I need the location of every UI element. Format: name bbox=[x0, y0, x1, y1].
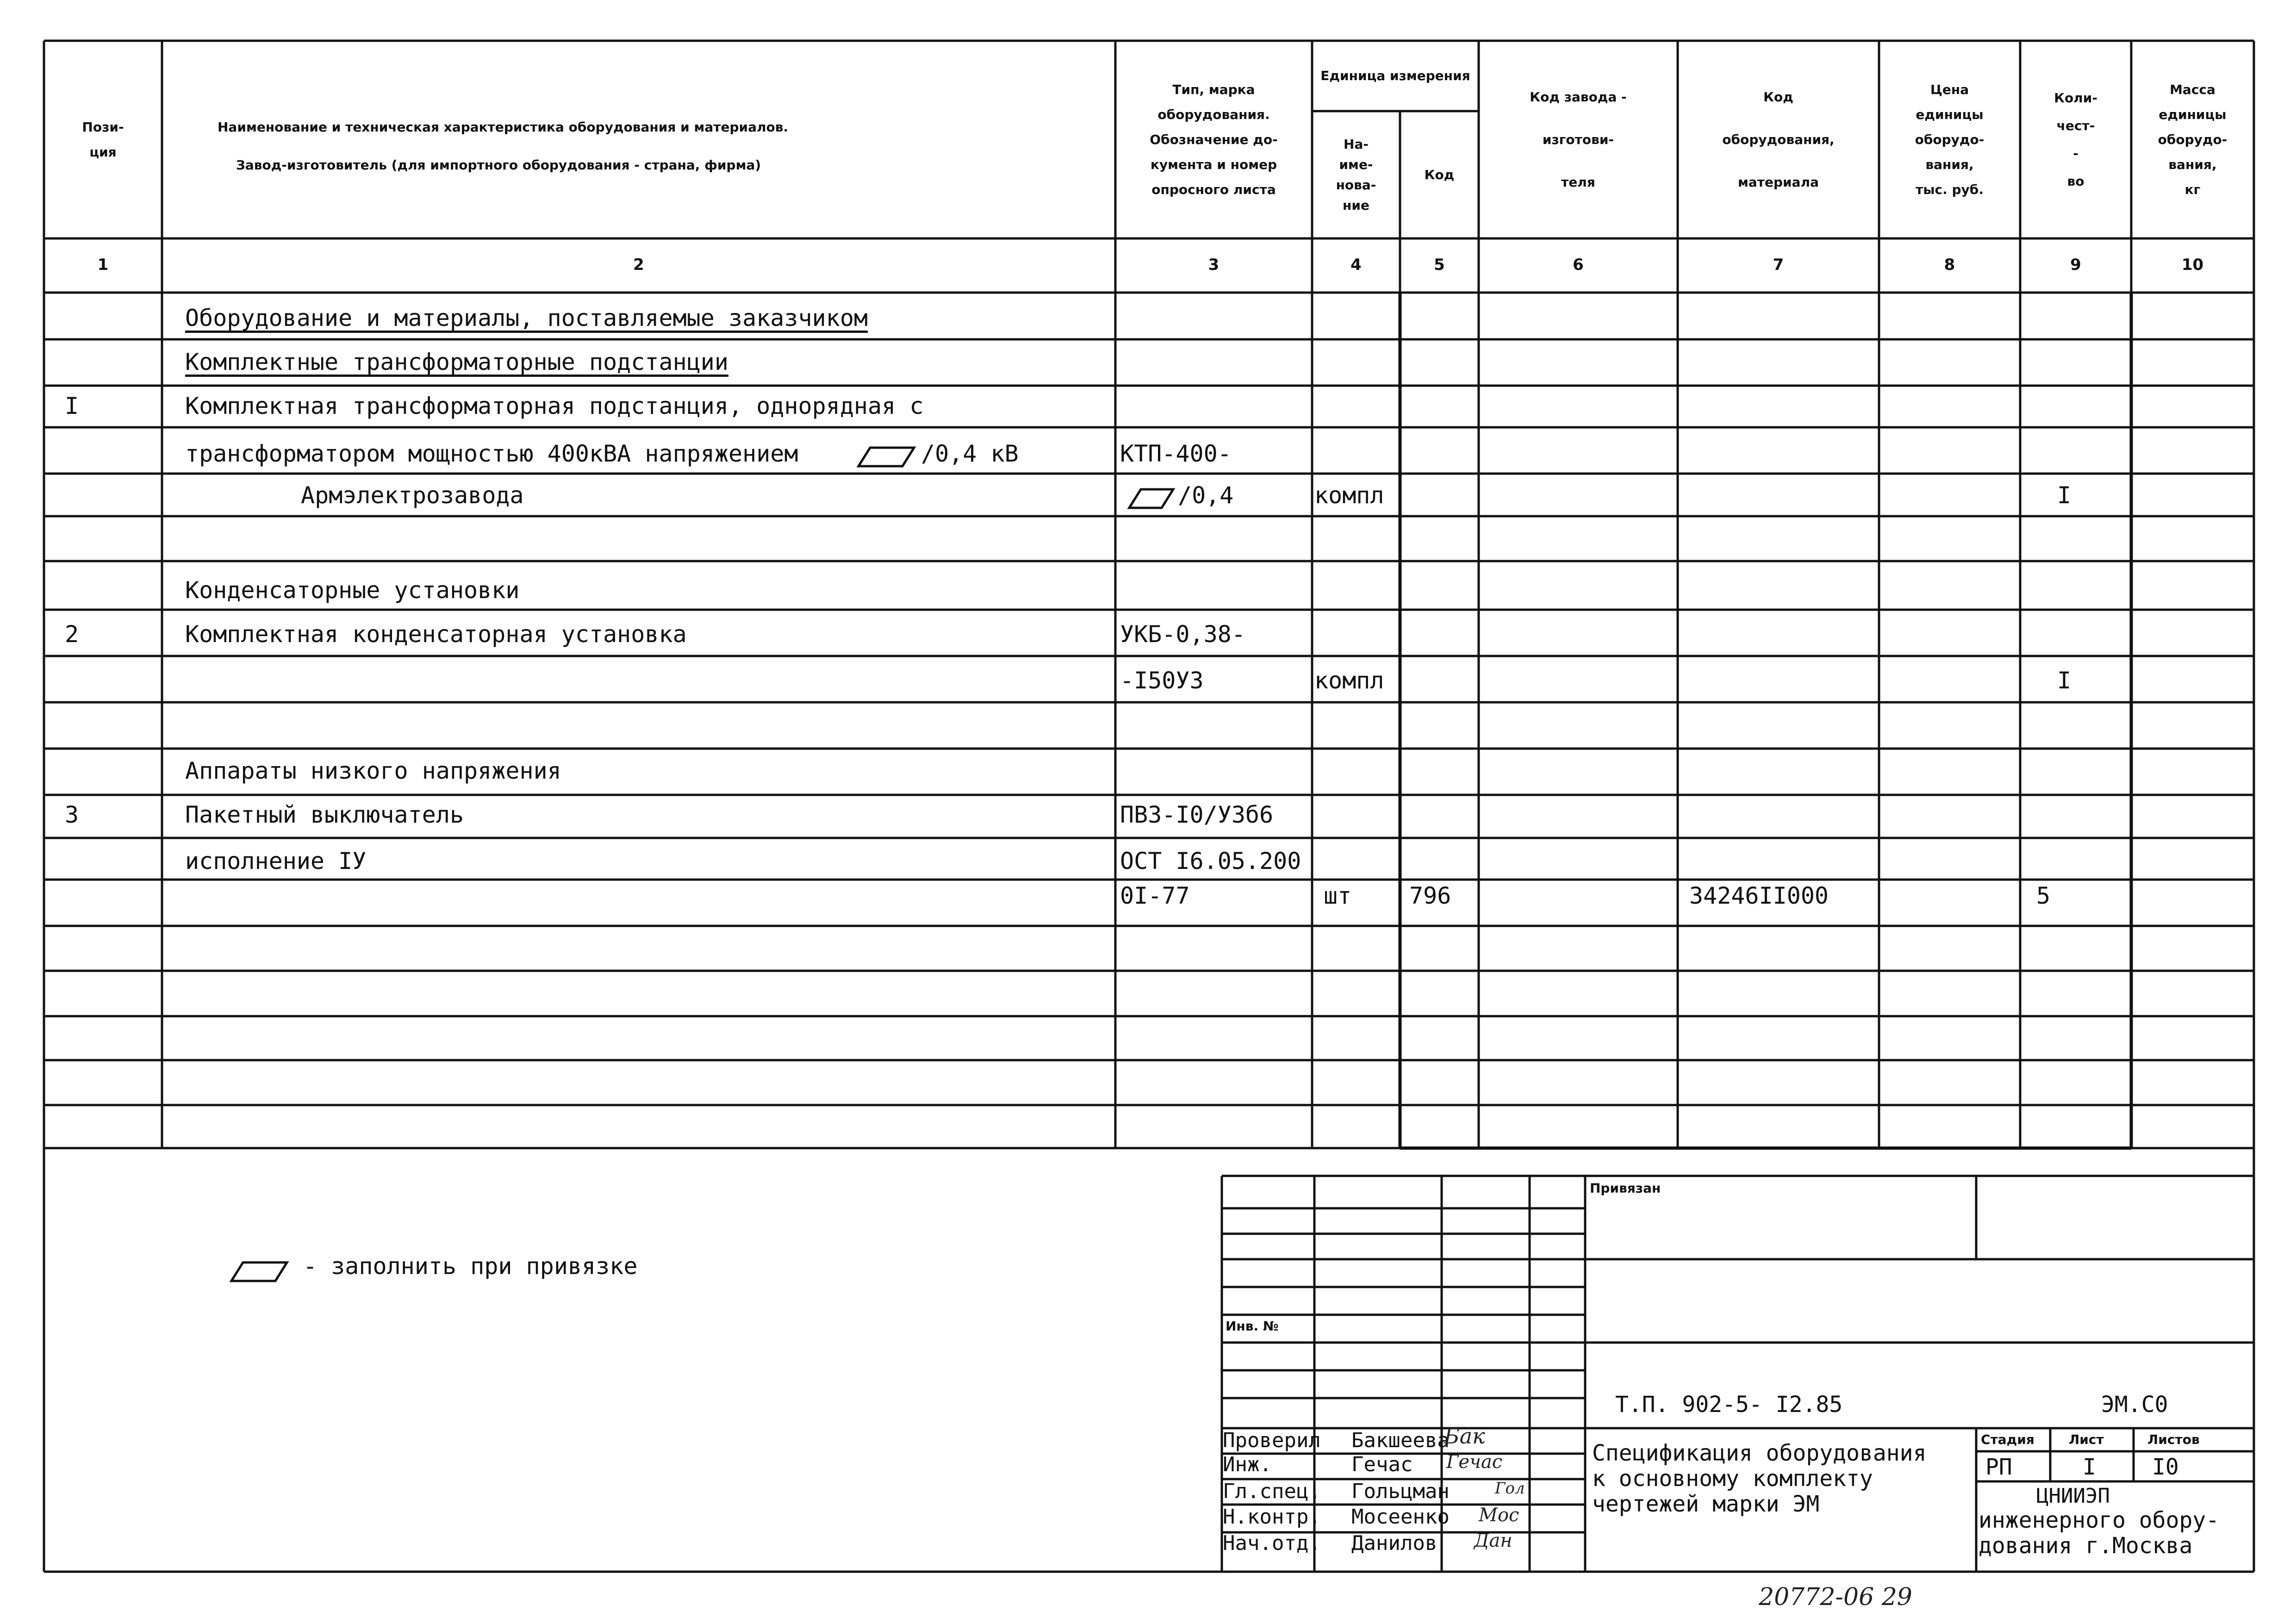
signature: Гечас bbox=[1446, 1451, 1503, 1473]
item-quantity: 5 bbox=[2036, 882, 2051, 909]
header-unit: Единица измерения bbox=[1320, 68, 1470, 83]
item-unit: шт bbox=[1324, 882, 1352, 909]
role-norm-control: Н.контр. bbox=[1223, 1505, 1321, 1529]
signature: Дан bbox=[1474, 1530, 1512, 1551]
item-name: трансформатором мощностью 400кВА напряжением bbox=[185, 440, 798, 467]
colnum-4: 4 bbox=[1350, 256, 1362, 274]
position-2: 2 bbox=[65, 621, 79, 648]
org-2: инженерного обору- bbox=[1979, 1507, 2220, 1533]
section-title-substations: Комплектные трансформаторные подстанции bbox=[185, 349, 728, 375]
name-engineer: Гечас bbox=[1351, 1453, 1413, 1476]
stage-label: Стадия bbox=[1981, 1432, 2035, 1447]
header-mass: Масса единицы оборудо- вания, кг bbox=[2158, 81, 2228, 197]
header-price: Цена единицы оборудо- вания, тыс. руб. bbox=[1915, 81, 1985, 197]
name-chief-specialist: Гольцман bbox=[1351, 1480, 1450, 1503]
header-unit-name: На- име- нова- ние bbox=[1336, 136, 1376, 213]
item-name: исполнение IУ bbox=[185, 848, 367, 874]
item-type: /0,4 bbox=[1178, 482, 1234, 509]
item-type: ПВ3-I0/У3б6 bbox=[1120, 801, 1274, 828]
item-unit: компл bbox=[1314, 482, 1384, 509]
colnum-9: 9 bbox=[2070, 256, 2081, 274]
header-equipment-code: Код оборудования, материала bbox=[1722, 89, 1835, 190]
colnum-6: 6 bbox=[1573, 256, 1584, 274]
header-factory-code: Код завода - изготови- теля bbox=[1530, 89, 1627, 190]
blank-field-icon bbox=[1120, 487, 1176, 510]
blank-field-icon bbox=[847, 445, 916, 468]
stage-value: РП bbox=[1985, 1454, 2012, 1480]
colnum-3: 3 bbox=[1208, 256, 1220, 274]
item-type: ОСТ I6.05.200 bbox=[1120, 848, 1301, 874]
item-type: 0I-77 bbox=[1120, 882, 1190, 909]
position-3: 3 bbox=[65, 801, 79, 828]
item-unit-code: 796 bbox=[1409, 882, 1451, 909]
role-checked: Проверил bbox=[1223, 1429, 1321, 1452]
role-dept-head: Нач.отд. bbox=[1223, 1531, 1321, 1555]
colnum-1: 1 bbox=[97, 256, 109, 274]
inv-label: Инв. № bbox=[1226, 1318, 1279, 1334]
header-type: Тип, марка оборудования. Обозначение до- кумента и номер опросного листа bbox=[1150, 81, 1278, 197]
org-1: ЦНИИЭП bbox=[2036, 1484, 2110, 1508]
section-title-customer: Оборудование и материалы, поставляемые заказчиком bbox=[185, 305, 868, 331]
item-voltage: /0,4 кВ bbox=[921, 440, 1019, 467]
header-name: Наименование и техническая характеристика оборудования и материалов. Завод-изготовитель (для импортного оборудования - страна, фирма) bbox=[218, 119, 789, 173]
blank-field-icon bbox=[222, 1260, 292, 1283]
doc-number: Т.П. 902-5- I2.85 bbox=[1615, 1392, 1843, 1418]
name-checked: Бакшеева bbox=[1351, 1429, 1450, 1452]
signature: Гол bbox=[1495, 1479, 1525, 1498]
note-text: - заполнить при привязке bbox=[303, 1253, 638, 1280]
colnum-2: 2 bbox=[633, 256, 644, 274]
item-unit: компл bbox=[1314, 667, 1384, 694]
item-quantity: I bbox=[2057, 667, 2072, 694]
section-title-low-voltage: Аппараты низкого напряжения bbox=[185, 757, 561, 784]
colnum-5: 5 bbox=[1434, 256, 1445, 274]
item-type: -I50У3 bbox=[1120, 667, 1204, 694]
signature: Мос bbox=[1479, 1505, 1519, 1526]
doc-title-3: чертежей марки ЭМ bbox=[1592, 1491, 1820, 1517]
position-1: I bbox=[65, 393, 79, 419]
item-type: КТП-400- bbox=[1120, 440, 1232, 467]
archive-number: 20772-06 29 bbox=[1759, 1583, 1912, 1611]
sheets-value: I0 bbox=[2152, 1454, 2179, 1480]
doc-title-2: к основному комплекту bbox=[1592, 1466, 1873, 1492]
sheets-label: Листов bbox=[2147, 1432, 2200, 1447]
header-position: Пози- ция bbox=[82, 119, 124, 160]
item-name: Комплектная трансформаторная подстанция, однорядная с bbox=[185, 393, 924, 419]
item-quantity: I bbox=[2057, 482, 2072, 509]
header-quantity: Коли- чест- - во bbox=[2054, 90, 2097, 189]
item-type: УКБ-0,38- bbox=[1120, 621, 1245, 648]
item-name: Пакетный выключатель bbox=[185, 801, 464, 828]
doc-mark: ЭМ.С0 bbox=[2101, 1392, 2168, 1418]
item-equipment-code: 34246II000 bbox=[1689, 882, 1829, 909]
role-engineer: Инж. bbox=[1223, 1453, 1272, 1476]
doc-title-1: Спецификация оборудования bbox=[1592, 1440, 1927, 1466]
sheet-label: Лист bbox=[2069, 1432, 2104, 1447]
header-unit-code: Код bbox=[1424, 167, 1455, 182]
section-title-capacitors: Конденсаторные установки bbox=[185, 577, 520, 604]
role-chief-specialist: Гл.спец. bbox=[1223, 1480, 1321, 1503]
privyazan-label: Привязан bbox=[1590, 1181, 1661, 1196]
org-3: дования г.Москва bbox=[1979, 1533, 2193, 1559]
colnum-7: 7 bbox=[1773, 256, 1784, 274]
name-norm-control: Мосеенко bbox=[1351, 1505, 1450, 1529]
colnum-10: 10 bbox=[2181, 256, 2204, 274]
colnum-8: 8 bbox=[1944, 256, 1955, 274]
item-manufacturer: Армэлектрозавода bbox=[301, 482, 524, 509]
name-dept-head: Данилов bbox=[1351, 1531, 1437, 1555]
item-name: Комплектная конденсаторная установка bbox=[185, 621, 687, 648]
sheet-value: I bbox=[2083, 1454, 2096, 1480]
signature: Бак bbox=[1444, 1424, 1485, 1449]
